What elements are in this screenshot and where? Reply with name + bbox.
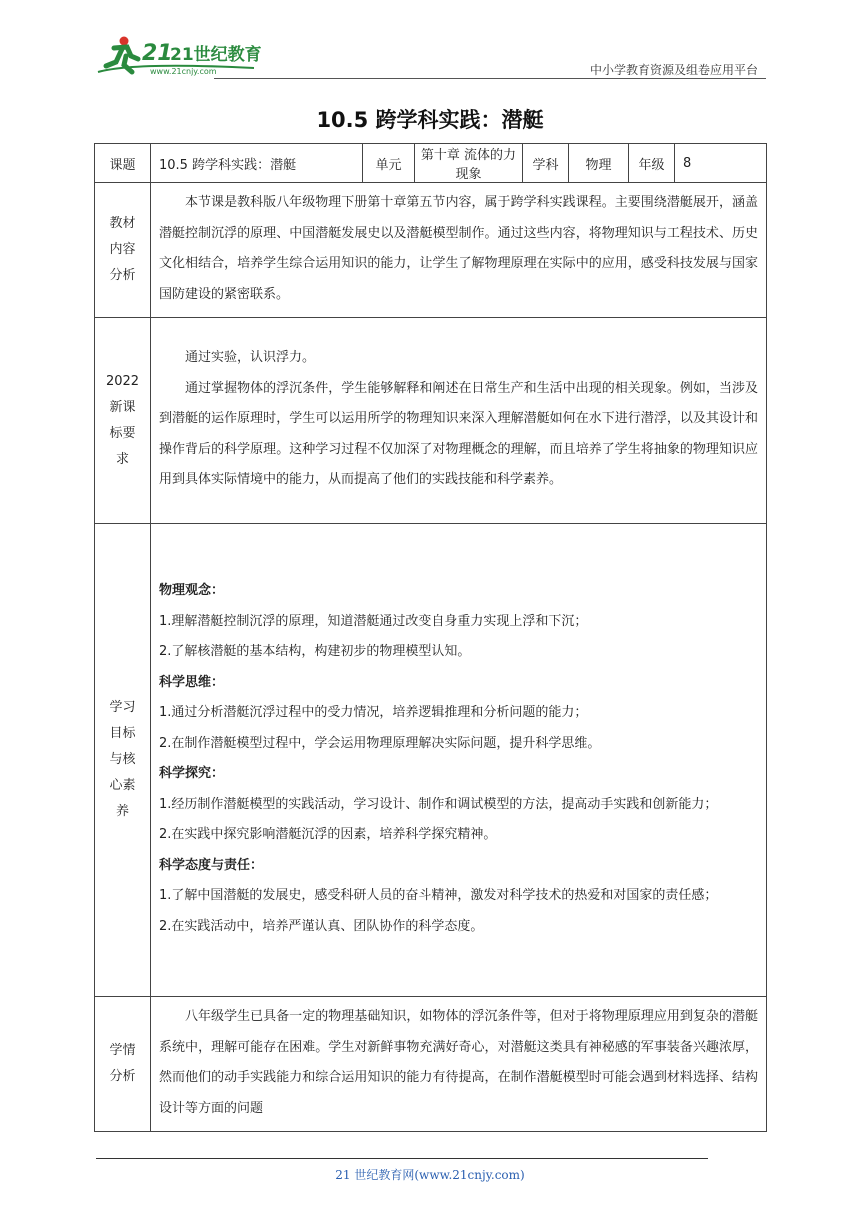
platform-name: 中小学教育资源及组卷应用平台	[589, 63, 758, 77]
goal-item: 2.在制作潜艇模型过程中，学会运用物理原理解决实际问题，提升科学思维。	[159, 735, 601, 751]
standard-content	[151, 318, 767, 524]
logo	[94, 32, 264, 78]
topic-label: 课题	[95, 144, 151, 183]
grade-label: 年级	[629, 144, 675, 183]
goal-heading-attitude: 科学态度与责任：	[159, 857, 264, 873]
unit-value: 第十章 流体的力现象	[415, 144, 523, 183]
lesson-plan-table	[94, 143, 767, 1132]
subject-label: 学科	[523, 144, 569, 183]
goals-label: 学习 目标 与核 心素 养	[95, 524, 151, 997]
standard-label: 2022 新课 标要 求	[95, 318, 151, 524]
goals-content	[151, 524, 767, 997]
analysis-row	[95, 183, 767, 318]
unit-label: 单元	[363, 144, 415, 183]
goal-item: 2.在实践活动中，培养严谨认真、团队协作的科学态度。	[159, 918, 484, 934]
learners-text: 八年级学生已具备一定的物理基础知识，如物体的浮沉条件等，但对于将物理原理应用到复杂的潜艇系统中，理解可能存在困难。学生对新鲜事物充满好奇心，对潜艇这类具有神秘感的军事装备兴趣浓厚，然而他们的动手实践能力和综合运用知识的能力有待提高，在制作潜艇模型时可能会遇到材料选择、结构设计等方面的问题	[159, 1009, 758, 1116]
standard-p1: 通过实验，认识浮力。	[185, 350, 316, 366]
learners-label: 学情 分析	[95, 997, 151, 1132]
analysis-label: 教材 内容 分析	[95, 183, 151, 318]
goal-heading-physics: 物理观念：	[159, 583, 225, 598]
goal-item: 2.在实践中探究影响潜艇沉浮的因素，培养科学探究精神。	[159, 827, 497, 842]
standard-p2: 通过掌握物体的浮沉条件，学生能够解释和阐述在日常生产和生活中出现的相关现象。例如，当涉及到潜艇的运作原理时，学生可以运用所学的物理知识来深入理解潜艇如何在水下进行潜浮，以及其设计和操作背后的科学原理。这种学习过程不仅加深了对物理概念的理解，而且培养了学生将抽象的物理知识应用到具体实际情境中的能力，从而提高了他们的实践技能和科学素养。	[159, 380, 758, 488]
svg-text:21: 21	[142, 41, 173, 66]
goal-item: 1.理解潜艇控制沉浮的原理，知道潜艇通过改变自身重力实现上浮和下沉；	[159, 613, 588, 629]
page-header	[94, 30, 766, 80]
goal-item: 2.了解核潜艇的基本结构，构建初步的物理模型认知。	[159, 644, 471, 659]
subject-value: 物理	[569, 144, 629, 183]
goals-row	[95, 524, 767, 997]
logo-url: www.21cnjy.com	[150, 67, 217, 76]
goal-item: 1.经历制作潜艇模型的实践活动，学习设计、制作和调试模型的方法，提高动手实践和创新能力；	[159, 796, 718, 812]
info-row	[95, 144, 767, 183]
analysis-content	[151, 183, 767, 318]
topic-value: 10.5 跨学科实践：潜艇	[151, 144, 363, 183]
footer-divider	[96, 1158, 708, 1159]
document-title: 10.5 跨学科实践：潜艇	[316, 108, 544, 132]
goal-heading-inquiry: 科学探究：	[159, 766, 225, 781]
goal-item: 1.通过分析潜艇沉浮过程中的受力情况，培养逻辑推理和分析问题的能力；	[159, 705, 588, 720]
standard-row	[95, 318, 767, 524]
header-divider	[214, 78, 766, 79]
goal-item: 1.了解中国潜艇的发展史，感受科研人员的奋斗精神，激发对科学技术的热爱和对国家的责任感；	[159, 888, 718, 903]
goal-heading-thinking: 科学思维：	[159, 674, 225, 690]
analysis-text: 本节课是教科版八年级物理下册第十章第五节内容，属于跨学科实践课程。主要围绕潜艇展开，涵盖潜艇控制沉浮的原理、中国潜艇发展史以及潜艇模型制作。通过这些内容，将物理知识与工程技术、历史文化相结合，培养学生综合运用知识的能力，让学生了解物理原理在实际中的应用，感受科技发展与国家国防建设的紧密联系。	[159, 195, 758, 302]
learners-row	[95, 997, 767, 1132]
learners-content	[151, 997, 767, 1132]
grade-value: 8	[675, 144, 767, 183]
logo-text: 21世纪教育	[170, 45, 262, 65]
footer-link[interactable]: 21 世纪教育网(www.21cnjy.com)	[335, 1168, 525, 1182]
